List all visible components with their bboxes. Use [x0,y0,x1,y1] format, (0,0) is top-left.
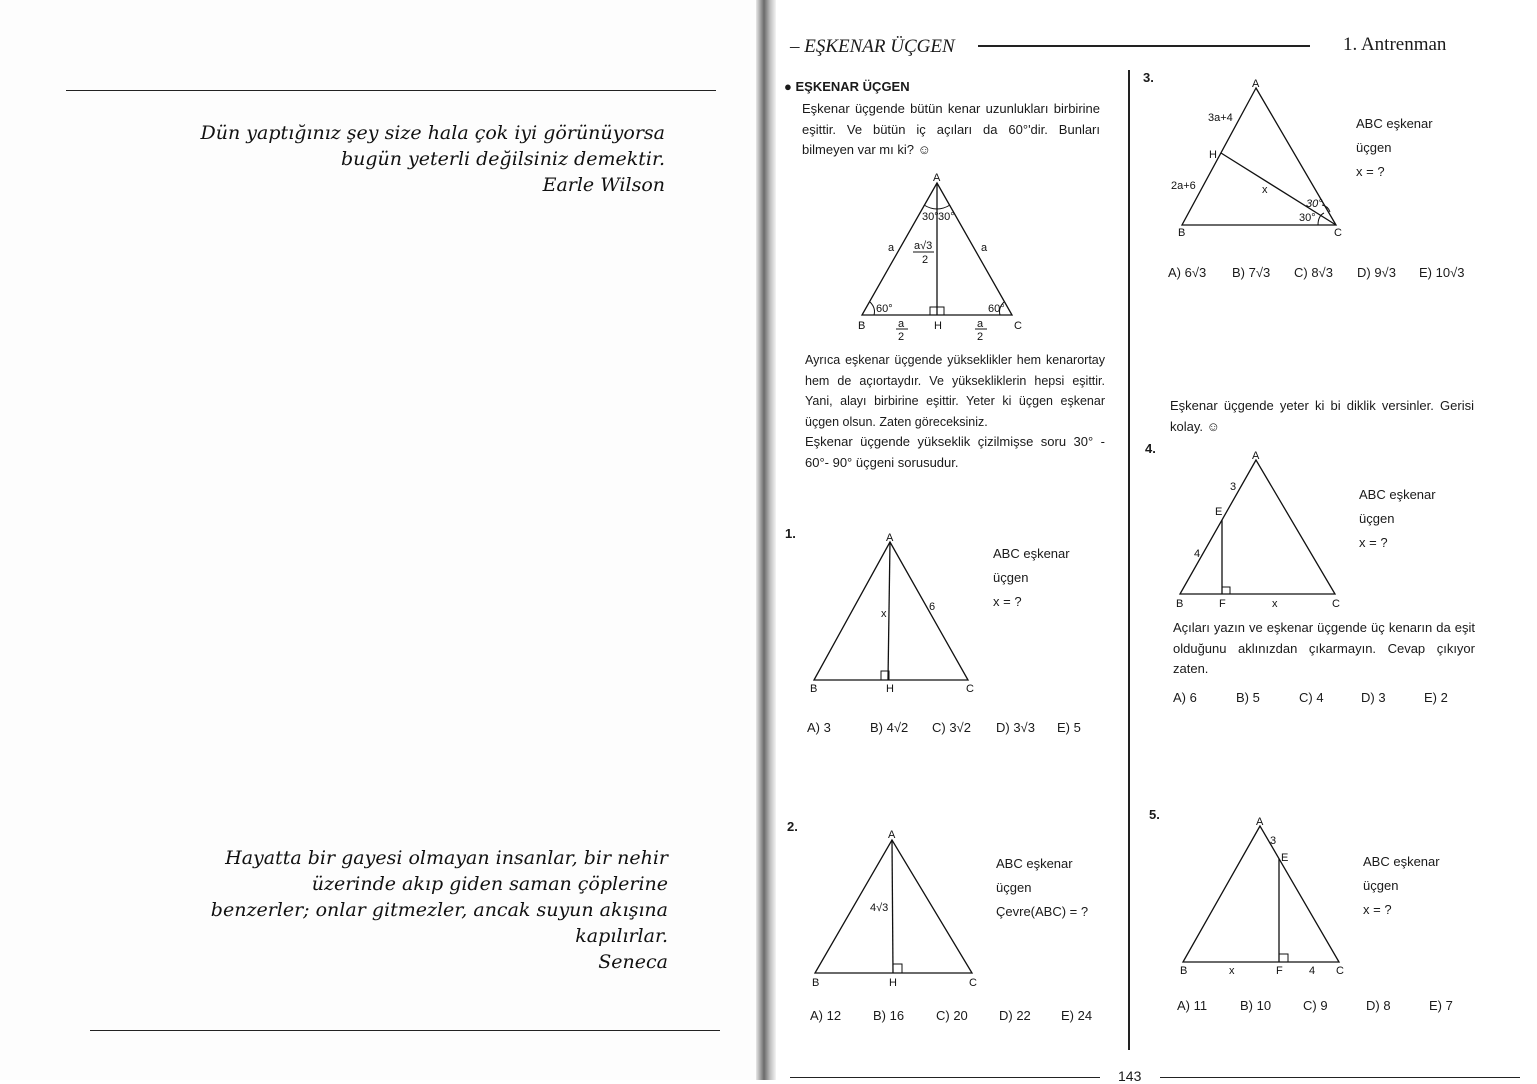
given-line: üçgen [1363,878,1399,893]
question-5-diagram [1180,816,1344,977]
choice[interactable]: C) 20 [936,1008,968,1023]
intro-text: Eşkenar üçgende bütün kenar uzunlukları birbirine eşittir. Ve bütün iç açıları da 60°'dir. Bunları bilmeyen var mı ki? ☺ [802,101,1100,157]
vertex-label: A [886,532,894,544]
choice[interactable]: B) 10 [1240,998,1272,1013]
vertex-label: B [1176,598,1184,610]
given-line: x = ? [1363,902,1392,917]
unknown-label: x [1262,184,1268,196]
angle-label: 30° [938,211,955,223]
given-line: ABC eşkenar [996,856,1073,871]
question-1-diagram [810,532,974,695]
vertex-label: A [1256,816,1264,828]
choice[interactable]: B) 7√3 [1232,265,1271,280]
intro-text-3: Eşkenar üçgende yükseklik çizilmişse soru 30° - 60°- 90° üçgeni sorusudur. [805,434,1105,470]
quote-author: Earle Wilson [542,174,665,196]
given-line: x = ? [1356,164,1385,179]
vertex-label: F [1276,965,1283,977]
height-label: 4√3 [870,902,889,914]
vertex-label: A [1252,78,1260,90]
height-label: 2 [922,254,929,266]
choice[interactable]: D) 9√3 [1357,265,1396,280]
question-number: 2. [787,819,798,834]
half-label: 2 [977,331,984,343]
vertex-label: F [1219,598,1226,610]
height-label: a√3 [914,240,933,252]
choice[interactable]: C) 8√3 [1294,265,1333,280]
choice[interactable]: E) 10√3 [1419,265,1465,280]
choice[interactable]: B) 5 [1236,690,1260,705]
page-number: 143 [1118,1068,1142,1084]
vertex-label: H [889,977,897,989]
given-line: ABC eşkenar [1363,854,1440,869]
vertex-label: B [810,683,818,695]
choice[interactable]: C) 9 [1303,998,1328,1013]
angle-label: 30° [1306,198,1323,210]
side-label: 4 [1194,548,1201,560]
half-label: a [977,318,984,330]
tip-text: Açıları yazın ve eşkenar üçgende üç kenarın da eşit olduğunu aklınızdan çıkarmayın. Cevap çıkıyor zaten. [1173,620,1475,676]
side-label: 3 [1230,481,1237,493]
angle-label: 30° [922,211,939,223]
choice[interactable]: A) 6√3 [1168,265,1207,280]
choice[interactable]: A) 3 [807,720,831,735]
intro-triangle-diagram [858,172,1022,343]
quote-line: Dün yaptığınız şey size hala çok iyi görünüyorsa [200,122,665,144]
unknown-label: x [1229,965,1235,977]
side-label: 3a+4 [1208,112,1233,124]
vertex-label: H [886,683,894,695]
vertex-label: C [1336,965,1344,977]
choice[interactable]: C) 3√2 [932,720,971,735]
side-label: 2a+6 [1171,180,1196,192]
given-line: ABC eşkenar [993,546,1070,561]
question-4-diagram [1176,450,1340,610]
quote-line: kapılırlar. [575,925,668,947]
section-label: 1. Antrenman [1343,34,1447,55]
choice[interactable]: C) 4 [1299,690,1324,705]
choice[interactable]: E) 2 [1424,690,1448,705]
unknown-label: x [1272,598,1278,610]
quote-line: bugün yeterli değilsiniz demektir. [340,148,665,170]
quote-author: Seneca [598,951,668,973]
chapter-title: – EŞKENAR ÜÇGEN [790,36,955,57]
side-label: a [888,242,895,254]
given-line: üçgen [1356,140,1392,155]
choice[interactable]: A) 12 [810,1008,842,1023]
given-line: üçgen [993,570,1029,585]
vertex-label: H [1209,149,1217,161]
choice[interactable]: A) 11 [1177,998,1208,1013]
given-line: üçgen [1359,511,1395,526]
choice[interactable]: B) 4√2 [870,720,909,735]
vertex-label: E [1215,506,1223,518]
question-number: 1. [785,526,796,541]
angle-label: 30° [1299,212,1316,224]
question-3-diagram [1171,78,1342,239]
side-label: 4 [1309,965,1316,977]
vertex-label: B [1178,227,1186,239]
choice[interactable]: E) 7 [1429,998,1453,1013]
side-label: a [981,242,988,254]
vertex-label: B [858,320,866,332]
choice[interactable]: D) 3√3 [996,720,1035,735]
vertex-label: A [1252,450,1260,462]
quote-line: üzerinde akıp giden saman çöplerine [311,873,668,895]
given-line: ABC eşkenar [1356,116,1433,131]
vertex-label: H [934,320,942,332]
choice[interactable]: E) 24 [1061,1008,1093,1023]
bullet-icon: ● [784,79,792,94]
choice[interactable]: E) 5 [1057,720,1081,735]
question-number: 4. [1145,441,1156,456]
intro-text-2: Ayrıca eşkenar üçgende yükseklikler hem kenarortay hem de açıortaydır. Ve yüksekliklerin hepsi eşittir. Yani, alayı birbirine eşittir. Yeter ki üçgen eşkenar üçgen olsun. Zaten göreceksiniz. [805,353,1105,429]
choice[interactable]: B) 16 [873,1008,905,1023]
tip-text: Eşkenar üçgende yeter ki bi diklik versinler. Gerisi kolay. ☺ [1170,398,1474,434]
vertex-label: C [1332,598,1340,610]
given-line: üçgen [996,880,1032,895]
side-label: 6 [929,601,936,613]
half-label: 2 [898,331,905,343]
half-label: a [898,318,905,330]
question-number: 5. [1149,807,1160,822]
vertex-label: C [1334,227,1342,239]
question-2-diagram [812,829,977,989]
quote-line: Hayatta bir gayesi olmayan insanlar, bir nehir [225,847,668,869]
angle-label: 60° [876,303,893,315]
quote-line: benzerler; onlar gitmezler, ancak suyun akışına [210,899,668,921]
choice[interactable]: D) 22 [999,1008,1031,1023]
angle-label: 60° [988,303,1005,315]
vertex-label: E [1281,852,1289,864]
vertex-label: A [888,829,896,841]
chapter-title-text: EŞKENAR ÜÇGEN [804,36,955,57]
vertex-label: C [1014,320,1022,332]
intro-heading-text: EŞKENAR ÜÇGEN [795,79,910,94]
given-line: x = ? [1359,535,1388,550]
choice[interactable]: A) 6 [1173,690,1197,705]
side-label: 3 [1270,835,1277,847]
question-number: 3. [1143,70,1154,85]
vertex-label: C [969,977,977,989]
vertex-label: B [812,977,820,989]
choice[interactable]: D) 8 [1366,998,1391,1013]
choice[interactable]: D) 3 [1361,690,1386,705]
given-line: x = ? [993,594,1022,609]
vertex-label: C [966,683,974,695]
given-line: ABC eşkenar [1359,487,1436,502]
vertex-label: B [1180,965,1188,977]
vertex-label: A [933,172,941,184]
unknown-label: x [881,608,887,620]
given-line: Çevre(ABC) = ? [996,904,1089,919]
